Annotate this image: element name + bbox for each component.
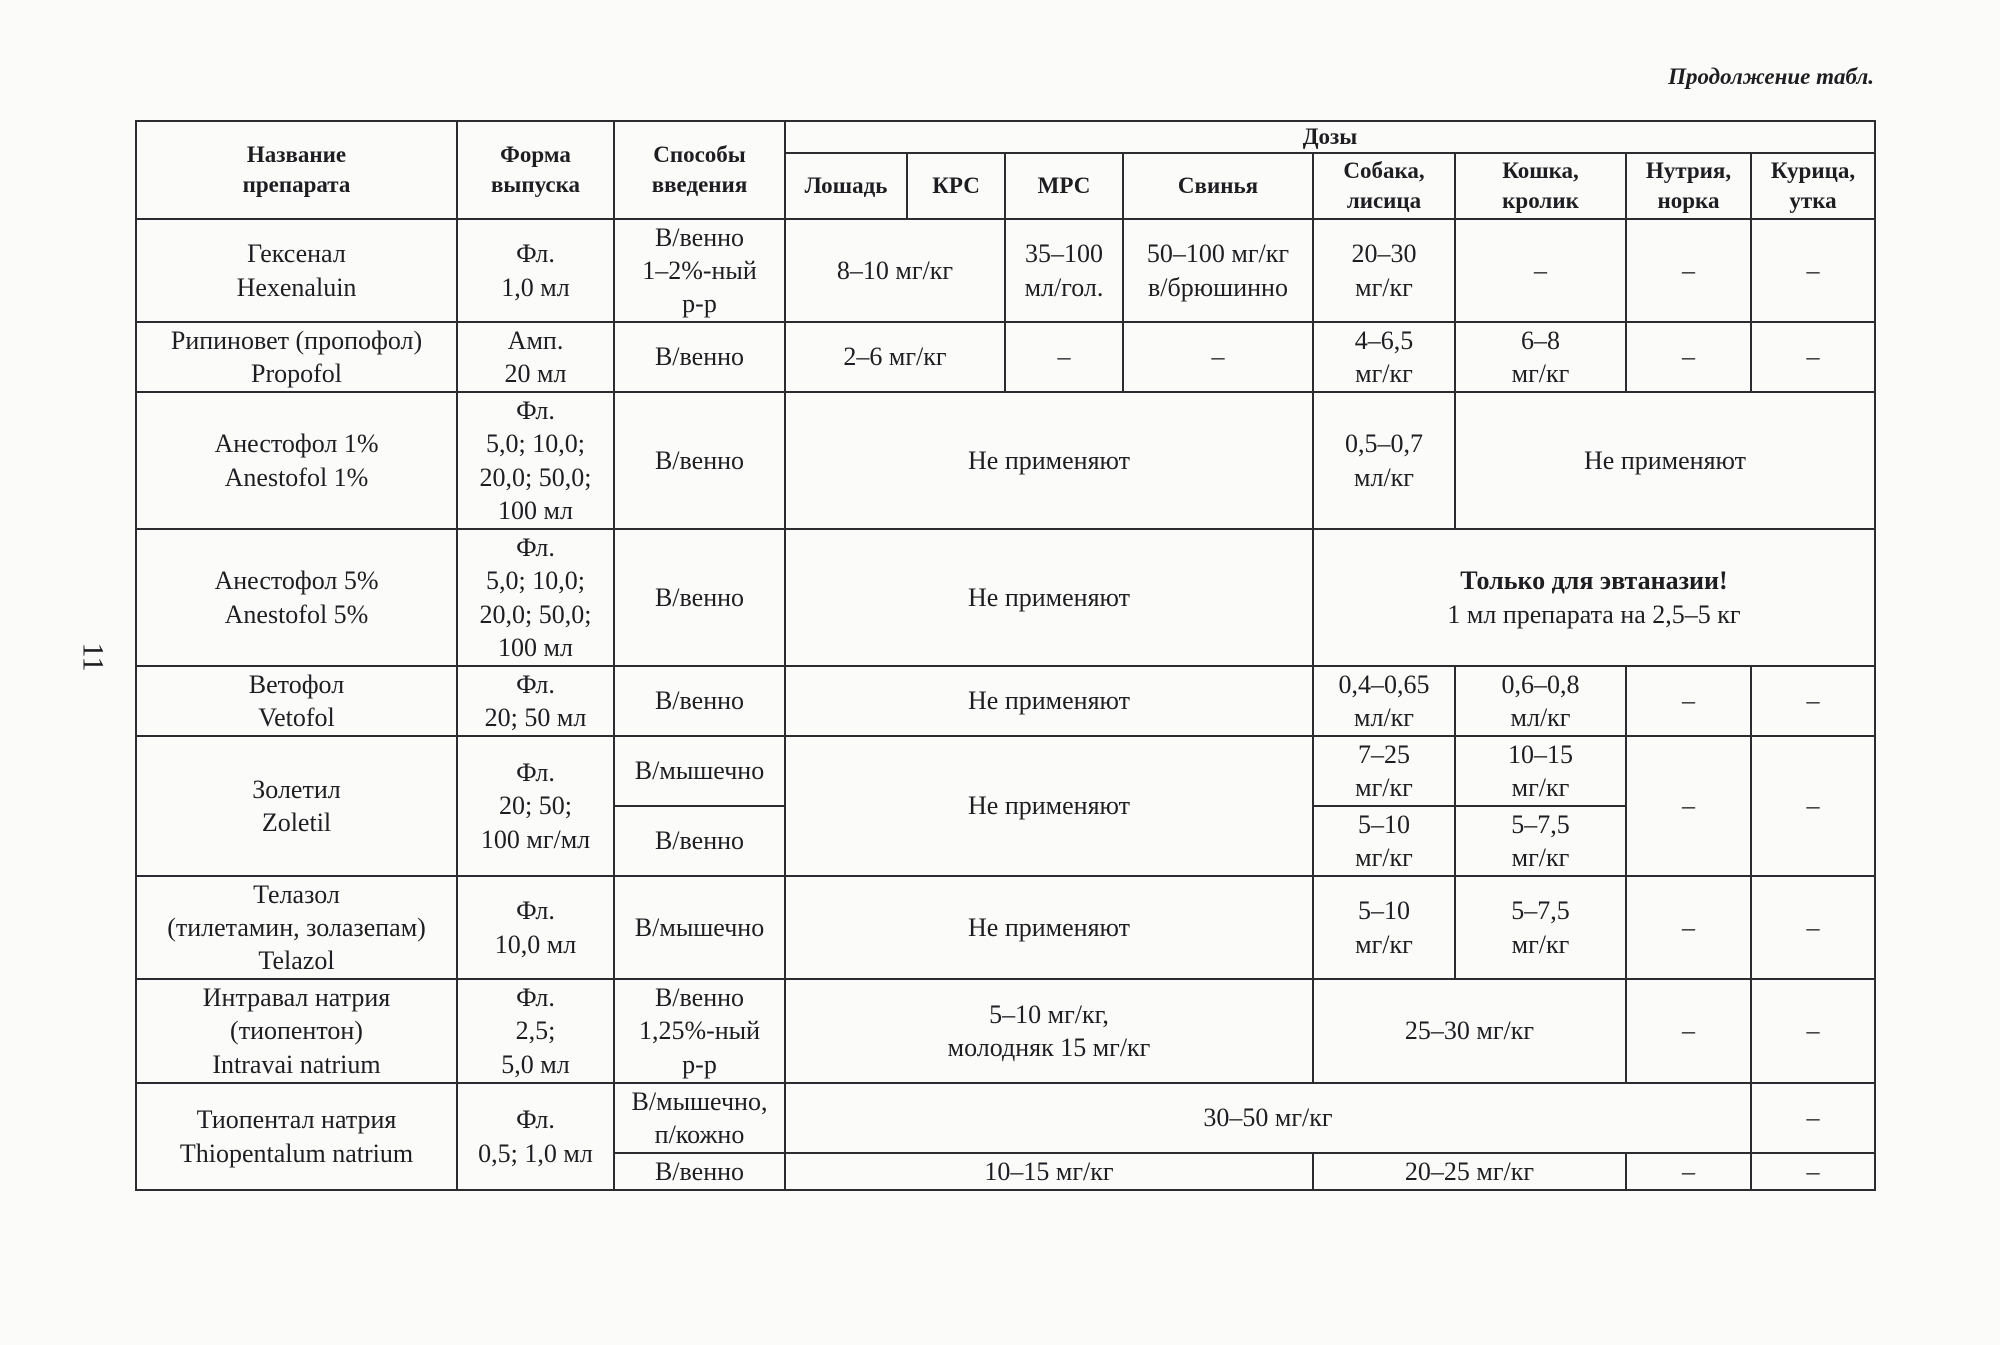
dose-chicken: – bbox=[1751, 979, 1875, 1083]
header-row-1 bbox=[136, 121, 1875, 153]
header-dog-fox: Собака, лисица bbox=[1313, 153, 1455, 219]
table-row-anestofol-1 bbox=[136, 392, 1875, 529]
dose-dog: 5–10 мг/кг bbox=[1313, 876, 1455, 979]
drug-route: В/венно 1,25%-ный р-р bbox=[614, 979, 785, 1083]
dose-nutria: – bbox=[1626, 666, 1751, 736]
dose-nutria: – bbox=[1626, 979, 1751, 1083]
drug-route: В/венно 1–2%-ный р-р bbox=[614, 219, 785, 322]
table-row-vetofol bbox=[136, 666, 1875, 736]
table-row-telazol bbox=[136, 876, 1875, 979]
header-doses: Дозы bbox=[785, 121, 1875, 153]
dose-pig: – bbox=[1123, 322, 1313, 392]
dose-chicken: – bbox=[1751, 1153, 1875, 1190]
header-cat-rabbit: Кошка, кролик bbox=[1455, 153, 1626, 219]
dose-dog-im: 7–25 мг/кг bbox=[1313, 736, 1455, 806]
dose-pig: 50–100 мг/кг в/брюшинно bbox=[1123, 219, 1313, 322]
dose-mrs: 35–100 мл/гол. bbox=[1005, 219, 1123, 322]
dose-cat: 6–8 мг/кг bbox=[1455, 322, 1626, 392]
dose-nutria: – bbox=[1626, 876, 1751, 979]
drug-route-iv: В/венно bbox=[614, 1153, 785, 1190]
dose-horse-krs: 2–6 мг/кг bbox=[785, 322, 1005, 392]
drug-route-im-sc: В/мышечно, п/кожно bbox=[614, 1083, 785, 1153]
drug-name: Рипиновет (пропофол) Propofol bbox=[136, 322, 457, 392]
dose-dog-cat: 25–30 мг/кг bbox=[1313, 979, 1626, 1083]
dose-iv-farm: 10–15 мг/кг bbox=[785, 1153, 1313, 1190]
dose-chicken: – bbox=[1751, 219, 1875, 322]
header-drug-name: Название препарата bbox=[136, 121, 457, 219]
drug-name: Анестофол 5% Anestofol 5% bbox=[136, 529, 457, 666]
table-row-thiopental bbox=[136, 1083, 1875, 1153]
dose-farm-not-used: Не применяют bbox=[785, 736, 1313, 876]
dose-farm: 5–10 мг/кг, молодняк 15 мг/кг bbox=[785, 979, 1313, 1083]
dose-cat: 0,6–0,8 мл/кг bbox=[1455, 666, 1626, 736]
drug-form: Фл. 20; 50; 100 мг/мл bbox=[457, 736, 614, 876]
drug-name: Золетил Zoletil bbox=[136, 736, 457, 876]
dose-horse-krs: 8–10 мг/кг bbox=[785, 219, 1005, 322]
dose-iv-dog-cat: 20–25 мг/кг bbox=[1313, 1153, 1626, 1190]
drug-route: В/венно bbox=[614, 529, 785, 666]
table-row-intraval bbox=[136, 979, 1875, 1083]
header-route: Способы введения bbox=[614, 121, 785, 219]
table-row-hexenal bbox=[136, 219, 1875, 322]
dose-nutria: – bbox=[1626, 219, 1751, 322]
dose-farm-not-used: Не применяют bbox=[785, 529, 1313, 666]
drug-form: Фл. 0,5; 1,0 мл bbox=[457, 1083, 614, 1190]
dose-farm-not-used: Не применяют bbox=[785, 392, 1313, 529]
drug-form: Фл. 5,0; 10,0; 20,0; 50,0; 100 мл bbox=[457, 392, 614, 529]
drug-route-iv: В/венно bbox=[614, 806, 785, 876]
dose-dog-iv: 5–10 мг/кг bbox=[1313, 806, 1455, 876]
drug-form: Фл. 20; 50 мл bbox=[457, 666, 614, 736]
dose-chicken: – bbox=[1751, 666, 1875, 736]
drug-name: Интравал натрия (тиопентон) Intravai natrium bbox=[136, 979, 457, 1083]
drug-route-im: В/мышечно bbox=[614, 736, 785, 806]
drug-route: В/венно bbox=[614, 666, 785, 736]
dose-cat: 5–7,5 мг/кг bbox=[1455, 876, 1626, 979]
dose-nutria: – bbox=[1626, 322, 1751, 392]
dose-im-all: 30–50 мг/кг bbox=[785, 1083, 1751, 1153]
dose-dog: 4–6,5 мг/кг bbox=[1313, 322, 1455, 392]
dose-nutria: – bbox=[1626, 736, 1751, 876]
dose-euthanasia-only bbox=[1313, 529, 1875, 666]
table-row-zoletil bbox=[136, 736, 1875, 806]
table-row-anestofol-5 bbox=[136, 529, 1875, 666]
dose-cat: – bbox=[1455, 219, 1626, 322]
drug-form: Амп. 20 мл bbox=[457, 322, 614, 392]
dose-others-not-used: Не применяют bbox=[1455, 392, 1875, 529]
euthanasia-dose: 1 мл препарата на 2,5–5 кг bbox=[1447, 599, 1741, 629]
header-krs: КРС bbox=[907, 153, 1005, 219]
drug-route: В/венно bbox=[614, 322, 785, 392]
header-mrs: МРС bbox=[1005, 153, 1123, 219]
dose-chicken: – bbox=[1751, 322, 1875, 392]
drug-name: Телазол (тилетамин, золазепам) Telazol bbox=[136, 876, 457, 979]
drug-form: Фл. 1,0 мл bbox=[457, 219, 614, 322]
table-continuation-label: Продолжение табл. bbox=[1668, 64, 1874, 89]
drug-name: Тиопентал натрия Thiopentalum natrium bbox=[136, 1083, 457, 1190]
header-chicken-duck: Курица, утка bbox=[1751, 153, 1875, 219]
header-pig: Свинья bbox=[1123, 153, 1313, 219]
dose-mrs: – bbox=[1005, 322, 1123, 392]
drug-form: Фл. 5,0; 10,0; 20,0; 50,0; 100 мл bbox=[457, 529, 614, 666]
drug-name: Анестофол 1% Anestofol 1% bbox=[136, 392, 457, 529]
drug-route: В/венно bbox=[614, 392, 785, 529]
anesthetics-dosage-table bbox=[135, 120, 1876, 1191]
table-row-ripinovet bbox=[136, 322, 1875, 392]
dose-dog: 0,4–0,65 мл/кг bbox=[1313, 666, 1455, 736]
header-form: Форма выпуска bbox=[457, 121, 614, 219]
dose-chicken: – bbox=[1751, 736, 1875, 876]
drug-name: Гексенал Hexenaluin bbox=[136, 219, 457, 322]
euthanasia-warning: Только для эвтаназии! bbox=[1460, 566, 1728, 596]
dose-nutria: – bbox=[1626, 1153, 1751, 1190]
dose-dog: 20–30 мг/кг bbox=[1313, 219, 1455, 322]
dose-farm-not-used: Не применяют bbox=[785, 666, 1313, 736]
header-horse: Лошадь bbox=[785, 153, 907, 219]
drug-name: Ветофол Vetofol bbox=[136, 666, 457, 736]
drug-form: Фл. 10,0 мл bbox=[457, 876, 614, 979]
dose-chicken: – bbox=[1751, 1083, 1875, 1153]
dose-farm-not-used: Не применяют bbox=[785, 876, 1313, 979]
drug-form: Фл. 2,5; 5,0 мл bbox=[457, 979, 614, 1083]
dose-cat-iv: 5–7,5 мг/кг bbox=[1455, 806, 1626, 876]
page-number: 11 bbox=[76, 642, 110, 672]
header-nutria-mink: Нутрия, норка bbox=[1626, 153, 1751, 219]
drug-route: В/мышечно bbox=[614, 876, 785, 979]
dose-cat-im: 10–15 мг/кг bbox=[1455, 736, 1626, 806]
dose-dog: 0,5–0,7 мл/кг bbox=[1313, 392, 1455, 529]
dose-chicken: – bbox=[1751, 876, 1875, 979]
